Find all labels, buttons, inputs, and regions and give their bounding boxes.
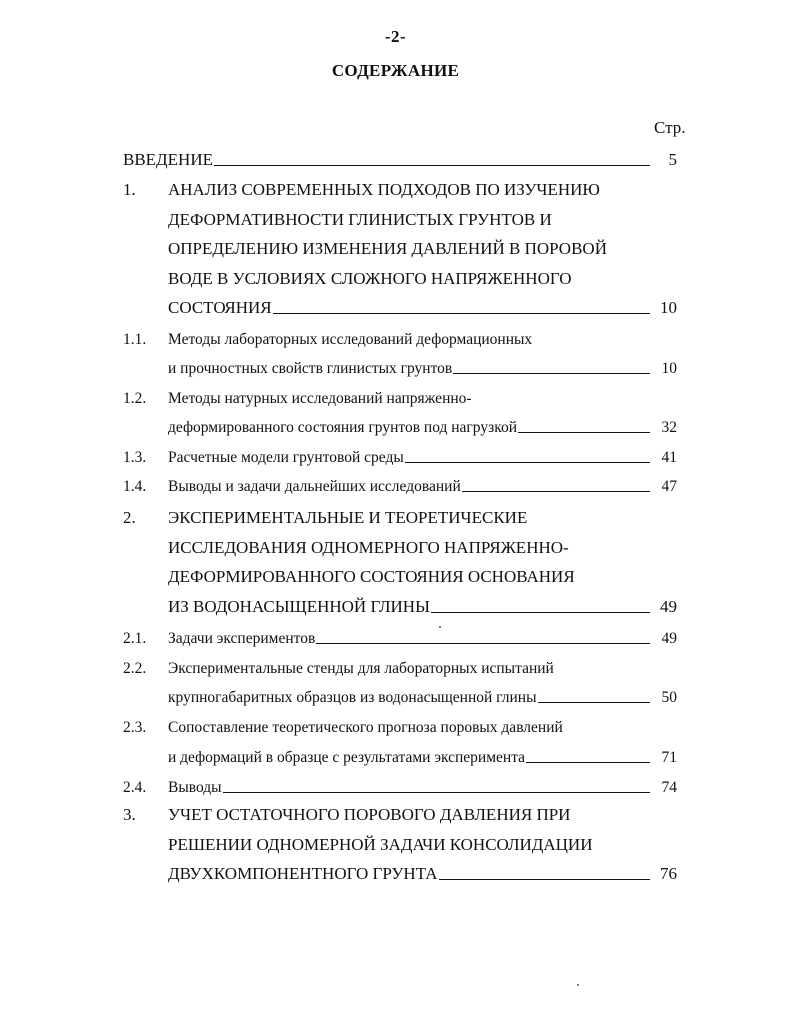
dot-leader (538, 702, 651, 703)
toc-entry-number: 2.2. (123, 660, 147, 677)
toc-entry-text: ВОДЕ В УСЛОВИЯХ СЛОЖНОГО НАПРЯЖЕННОГО (168, 268, 572, 288)
toc-page-number: 50 (661, 689, 677, 706)
toc-page-number: 76 (660, 864, 677, 883)
toc-entry-text: и деформаций в образце с результатами эксперимента (168, 749, 526, 766)
dot-leader (214, 165, 650, 166)
scan-speck (439, 626, 441, 628)
toc-entry-final-line (168, 593, 677, 617)
toc-entry-text: СОСТОЯНИЯ (168, 298, 272, 317)
toc-entry-text: ИЗ ВОДОНАСЫЩЕННОЙ ГЛИНЫ (168, 596, 430, 616)
toc-entry-text: Выводы (168, 779, 222, 796)
toc-entry-text: Выводы и задачи дальнейших исследований (168, 478, 461, 495)
dot-leader (462, 491, 650, 492)
toc-page-number: 41 (661, 449, 677, 466)
toc-entry-number: 1.1. (123, 331, 147, 348)
toc-entry-number: 1.2. (123, 390, 147, 407)
toc-entry-number: 3. (123, 805, 136, 824)
toc-entry-number: 1.3. (123, 449, 147, 466)
toc-entry-line (168, 325, 677, 349)
toc-entry-text: деформированного состояния грунтов под нагрузкой (168, 419, 517, 436)
toc-page-number: 49 (661, 630, 677, 647)
toc-entry-text: Методы лабораторных исследований деформационных (168, 331, 533, 348)
toc-entry-line (168, 504, 677, 528)
toc-entry-line (168, 176, 677, 200)
toc-entry-number: 2.1. (123, 630, 147, 647)
dot-leader (518, 432, 650, 433)
toc-entry-final-line (168, 472, 677, 496)
toc-entry-text: Задачи экспериментов (168, 630, 316, 647)
toc-page-number: 32 (661, 419, 677, 436)
toc-entry-line (168, 563, 677, 587)
toc-entry-text: ДВУХКОМПОНЕНТНОГО ГРУНТА (168, 864, 438, 883)
toc-entry-line (168, 801, 677, 825)
toc-entry-final-line (168, 413, 677, 437)
toc-entry-number: 2.4. (123, 779, 147, 796)
toc-entry-line (168, 265, 677, 289)
toc-entry-text: ЭКСПЕРИМЕНТАЛЬНЫЕ И ТЕОРЕТИЧЕСКИЕ (168, 508, 528, 527)
toc-entry-line (168, 206, 677, 230)
toc-entry-line (168, 534, 677, 558)
toc-entry-final-line (168, 294, 677, 318)
toc-entry-line (168, 713, 677, 737)
toc-entry-final-line (168, 860, 677, 884)
dot-leader (439, 879, 650, 880)
toc-entry-text: ДЕФОРМИРОВАННОГО СОСТОЯНИЯ ОСНОВАНИЯ (168, 567, 575, 586)
toc-entry-final-line (168, 683, 677, 707)
dot-leader (223, 792, 650, 793)
toc-entry-final-line (123, 146, 677, 170)
toc-entry-final-line (168, 443, 677, 467)
toc-entry-text: Экспериментальные стенды для лабораторных испытаний (168, 660, 554, 677)
toc-entry-text: и прочностных свойств глинистых грунтов (168, 360, 453, 377)
dot-leader (431, 612, 650, 613)
toc-entry-line (168, 235, 677, 259)
toc-entry-number: 2. (123, 508, 136, 527)
scan-speck (577, 984, 579, 986)
toc-page-number: 10 (660, 298, 677, 317)
toc-page-number: 74 (661, 779, 677, 796)
dot-leader (526, 762, 650, 763)
toc-entry-text: АНАЛИЗ СОВРЕМЕННЫХ ПОДХОДОВ ПО ИЗУЧЕНИЮ (168, 180, 600, 199)
toc-entry-number: 1. (123, 180, 136, 199)
toc-entry-final-line (168, 773, 677, 797)
dot-leader (453, 373, 650, 374)
toc-entry-number: 2.3. (123, 719, 147, 736)
toc-page-number: 10 (661, 360, 677, 377)
toc-page-number: 47 (661, 478, 677, 495)
toc-entry-line (168, 654, 677, 678)
toc-entry-line (168, 384, 677, 408)
toc-entry-final-line (168, 354, 677, 378)
dot-leader (405, 462, 650, 463)
toc-entry-text: ДЕФОРМАТИВНОСТИ ГЛИНИСТЫХ ГРУНТОВ И (168, 209, 552, 229)
toc-entry-text: Сопоставление теоретического прогноза поровых давлений (168, 719, 563, 736)
toc-entry-text: ИССЛЕДОВАНИЯ ОДНОМЕРНОГО НАПРЯЖЕННО- (168, 537, 569, 557)
toc-page-number: 5 (668, 150, 677, 169)
toc-entry-text: крупногабаритных образцов из водонасыщенной глины (168, 689, 537, 706)
dot-leader (273, 313, 650, 314)
toc-entry-text: ОПРЕДЕЛЕНИЮ ИЗМЕНЕНИЯ ДАВЛЕНИЙ В ПОРОВОЙ (168, 239, 607, 258)
toc-entry-text: Расчетные модели грунтовой среды (168, 449, 404, 466)
toc-entry-text: УЧЕТ ОСТАТОЧНОГО ПОРОВОГО ДАВЛЕНИЯ ПРИ (168, 805, 571, 824)
toc-page-number: 71 (661, 749, 677, 766)
toc-entry-line (168, 831, 677, 855)
toc-entry-text: Методы натурных исследований напряженно- (168, 390, 472, 407)
dot-leader (316, 643, 650, 644)
toc-entry-final-line (168, 743, 677, 767)
toc-entry-number: 1.4. (123, 478, 147, 495)
toc-entry-text: РЕШЕНИИ ОДНОМЕРНОЙ ЗАДАЧИ КОНСОЛИДАЦИИ (168, 834, 593, 854)
page-title: СОДЕРЖАНИЕ (331, 61, 460, 80)
page-column-label: Стр. (654, 118, 686, 137)
toc-entry-text: ВВЕДЕНИЕ (123, 150, 213, 169)
page-number: -2- (384, 27, 407, 46)
toc-page-number: 49 (660, 596, 677, 616)
toc-entry-final-line (168, 624, 677, 648)
